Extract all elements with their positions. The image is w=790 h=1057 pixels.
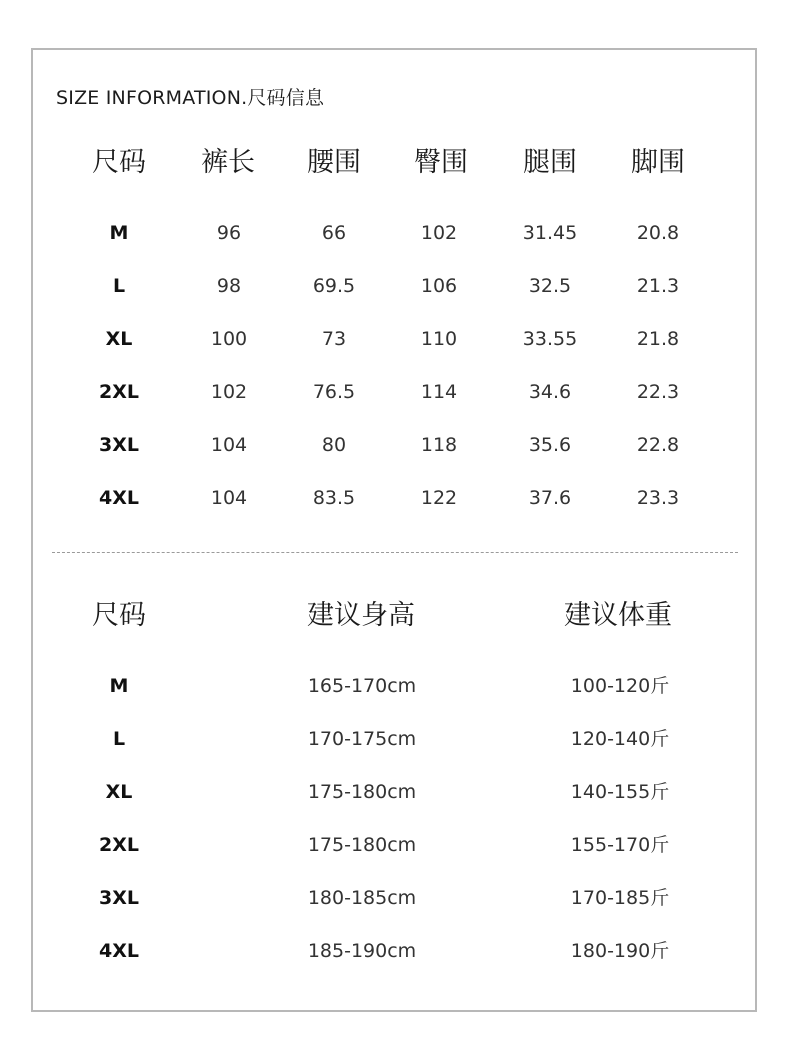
size-cell: XL — [105, 328, 133, 350]
column-header-hip: 臀围 — [414, 147, 468, 178]
leg-opening-cell: 22.3 — [636, 381, 680, 403]
waist-cell: 73 — [321, 328, 347, 350]
column-header-size: 尺码 — [92, 600, 146, 631]
waist-cell: 69.5 — [312, 275, 356, 297]
size-cell: M — [109, 222, 129, 244]
pants-length-cell: 102 — [210, 381, 248, 403]
column-header-recommended-weight: 建议体重 — [564, 600, 672, 631]
size-chart-frame — [31, 48, 757, 1012]
hip-cell: 102 — [420, 222, 458, 244]
thigh-cell: 35.6 — [528, 434, 572, 456]
table-row — [0, 878, 790, 918]
pants-length-cell: 104 — [210, 434, 248, 456]
column-header-size: 尺码 — [92, 147, 146, 178]
size-cell: 4XL — [99, 487, 139, 509]
height-cell: 175-180cm — [307, 781, 417, 803]
table-row — [0, 319, 790, 359]
table-row — [0, 213, 790, 253]
height-cell: 185-190cm — [307, 940, 417, 962]
column-header-waist: 腰围 — [307, 147, 361, 178]
leg-opening-cell: 22.8 — [636, 434, 680, 456]
height-cell: 165-170cm — [307, 675, 417, 697]
column-header-recommended-height: 建议身高 — [307, 600, 415, 631]
hip-cell: 118 — [420, 434, 458, 456]
weight-cell: 100-120斤 — [570, 675, 670, 697]
pants-length-cell: 98 — [216, 275, 242, 297]
height-cell: 180-185cm — [307, 887, 417, 909]
weight-cell: 155-170斤 — [570, 834, 670, 856]
leg-opening-cell: 20.8 — [636, 222, 680, 244]
thigh-cell: 33.55 — [522, 328, 578, 350]
thigh-cell: 31.45 — [522, 222, 578, 244]
height-cell: 170-175cm — [307, 728, 417, 750]
column-header-pants-length: 裤长 — [201, 147, 255, 178]
hip-cell: 114 — [420, 381, 458, 403]
leg-opening-cell: 21.3 — [636, 275, 680, 297]
thigh-cell: 32.5 — [528, 275, 572, 297]
weight-cell: 180-190斤 — [570, 940, 670, 962]
hip-cell: 106 — [420, 275, 458, 297]
size-cell: L — [112, 275, 126, 297]
weight-cell: 170-185斤 — [570, 887, 670, 909]
thigh-cell: 37.6 — [528, 487, 572, 509]
table-row — [0, 825, 790, 865]
dashed-divider — [52, 552, 738, 553]
table-row — [0, 772, 790, 812]
pants-length-cell: 96 — [216, 222, 242, 244]
table-row — [0, 931, 790, 971]
leg-opening-cell: 23.3 — [636, 487, 680, 509]
table-row — [0, 478, 790, 518]
waist-cell: 76.5 — [312, 381, 356, 403]
table-row — [0, 372, 790, 412]
page-title: SIZE INFORMATION.尺码信息 — [56, 87, 325, 109]
waist-cell: 80 — [321, 434, 347, 456]
measurement-header-row — [0, 143, 790, 183]
column-header-thigh: 腿围 — [523, 147, 577, 178]
hip-cell: 122 — [420, 487, 458, 509]
size-cell: L — [112, 728, 126, 750]
table-row — [0, 666, 790, 706]
size-cell: XL — [105, 781, 133, 803]
waist-cell: 83.5 — [312, 487, 356, 509]
recommendation-header-row — [0, 596, 790, 636]
weight-cell: 140-155斤 — [570, 781, 670, 803]
height-cell: 175-180cm — [307, 834, 417, 856]
column-header-leg-opening: 脚围 — [631, 147, 685, 178]
size-cell: 3XL — [99, 434, 139, 456]
leg-opening-cell: 21.8 — [636, 328, 680, 350]
size-cell: 2XL — [99, 834, 139, 856]
size-cell: 3XL — [99, 887, 139, 909]
size-cell: 4XL — [99, 940, 139, 962]
pants-length-cell: 100 — [210, 328, 248, 350]
hip-cell: 110 — [420, 328, 458, 350]
thigh-cell: 34.6 — [528, 381, 572, 403]
size-cell: 2XL — [99, 381, 139, 403]
pants-length-cell: 104 — [210, 487, 248, 509]
weight-cell: 120-140斤 — [570, 728, 670, 750]
table-row — [0, 719, 790, 759]
table-row — [0, 266, 790, 306]
waist-cell: 66 — [321, 222, 347, 244]
table-row — [0, 425, 790, 465]
size-cell: M — [109, 675, 129, 697]
